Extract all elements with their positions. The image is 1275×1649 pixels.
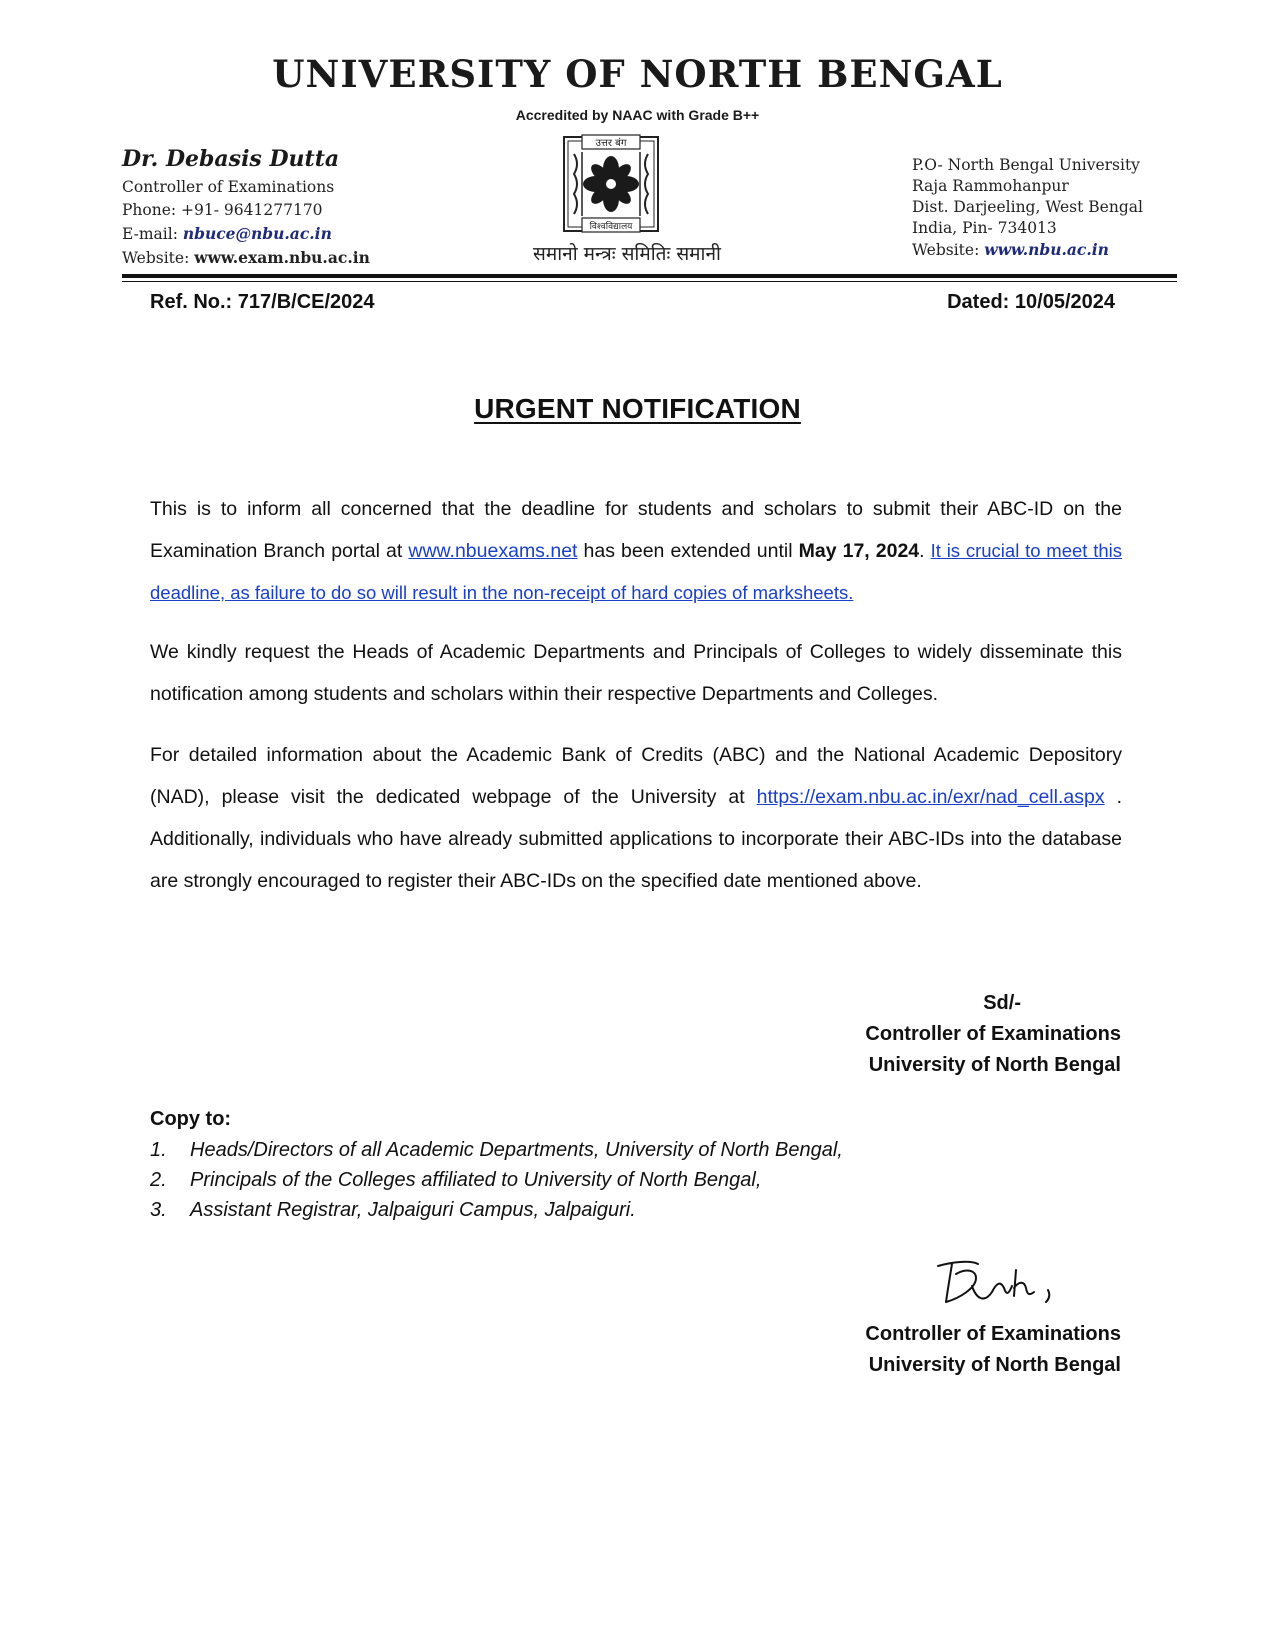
nbuexams-portal-link[interactable]: www.nbuexams.net	[408, 540, 578, 562]
address-line-4: India, Pin- 734013	[912, 219, 1057, 237]
signoff-designation: Controller of Examinations	[865, 1323, 1121, 1345]
paragraph-3-text-a: For detailed information about the Academic Bank of Credits (ABC) and the National Academic Depository (NAD), please visit the dedicated webpage of the University at	[150, 744, 1122, 808]
paragraph-3-text-b: . Additionally, individuals who have already submitted applications to incorporate their ABC-IDs into the database are strongly encouraged to register their ABC-IDs on the specified date mentioned above.	[150, 786, 1123, 892]
controller-name: Dr. Debasis Dutta	[122, 146, 340, 172]
university-motto: समानो मन्त्रः समितिः समानी	[533, 243, 721, 265]
university-address-block	[912, 155, 1143, 261]
email-label: E-mail:	[122, 225, 178, 243]
website-label: Website:	[122, 249, 190, 267]
university-emblem-icon	[552, 134, 670, 234]
reference-number: Ref. No.: 717/B/CE/2024	[150, 291, 375, 313]
handwritten-signature-icon	[932, 1252, 1092, 1312]
list-item-text: Principals of the Colleges affiliated to University of North Bengal,	[190, 1169, 762, 1191]
accreditation-text: Accredited by NAAC with Grade B++	[515, 107, 760, 123]
list-item-number: 3.	[150, 1199, 167, 1221]
emblem-bottom-text: विश्वविद्यालय	[589, 222, 633, 232]
signoff-block-1	[865, 988, 1121, 1081]
header-divider-thin	[122, 281, 1177, 282]
list-item	[150, 1195, 843, 1225]
nad-cell-link[interactable]: https://exam.nbu.ac.in/exr/nad_cell.aspx	[756, 786, 1105, 808]
list-item-text: Assistant Registrar, Jalpaiguri Campus, Jalpaiguri.	[190, 1199, 636, 1221]
paragraph-1-text-c: .	[919, 540, 931, 562]
notice-heading: URGENT NOTIFICATION	[474, 393, 801, 424]
header-divider-thick	[122, 274, 1177, 278]
address-line-3: Dist. Darjeeling, West Bengal	[912, 198, 1143, 216]
deadline-warning-link[interactable]: It is crucial to meet this deadline, as failure to do so will result in the non-receipt of hard copies of marksheets.	[150, 540, 1122, 603]
copy-to-title: Copy to:	[150, 1108, 232, 1130]
website-label: Website:	[912, 241, 980, 259]
university-website-line	[912, 239, 1143, 261]
signoff-designation: Controller of Examinations	[865, 1023, 1121, 1045]
sd-mark: Sd/-	[983, 992, 1021, 1014]
controller-phone: Phone: +91- 9641277170	[122, 201, 323, 219]
signoff-institution: University of North Bengal	[868, 1354, 1121, 1376]
list-item-number: 1.	[150, 1139, 167, 1161]
address-line-1: P.O- North Bengal University	[912, 156, 1140, 174]
controller-designation: Controller of Examinations	[122, 178, 335, 196]
signoff-block-2	[865, 1319, 1121, 1381]
email-link[interactable]: nbuce@nbu.ac.in	[182, 224, 332, 243]
signoff-institution: University of North Bengal	[868, 1054, 1121, 1076]
copy-to-list	[150, 1135, 843, 1225]
exam-website-link[interactable]: www.exam.nbu.ac.in	[194, 248, 370, 267]
emblem-top-text: उत्तर बंग	[595, 138, 627, 149]
controller-website-line	[122, 246, 370, 270]
copy-to-section	[150, 1108, 843, 1225]
list-item-number: 2.	[150, 1169, 167, 1191]
controller-contact-block	[122, 146, 370, 270]
paragraph-deadline	[150, 488, 1122, 614]
address-line-2: Raja Rammohanpur	[912, 177, 1069, 195]
paragraph-abc-nad-info	[150, 734, 1122, 902]
paragraph-1-text-a: This is to inform all concerned that the deadline for students and scholars to submit their ABC-ID on the Examination Branch portal at	[150, 498, 1122, 562]
paragraph-request: We kindly request the Heads of Academic Departments and Principals of Colleges to widely disseminate this notification among students and scholars within their respective Departments and Colleges.	[150, 641, 1122, 705]
list-item	[150, 1135, 843, 1165]
university-title: UNIVERSITY OF NORTH BENGAL	[272, 52, 1003, 96]
notice-date: Dated: 10/05/2024	[947, 291, 1115, 313]
list-item-text: Heads/Directors of all Academic Departments, University of North Bengal,	[190, 1139, 843, 1161]
university-website-link[interactable]: www.nbu.ac.in	[984, 240, 1109, 259]
deadline-date: May 17, 2024	[798, 540, 920, 562]
list-item	[150, 1165, 843, 1195]
paragraph-1-text-b: has been extended until	[577, 540, 799, 562]
controller-email-line	[122, 222, 370, 246]
